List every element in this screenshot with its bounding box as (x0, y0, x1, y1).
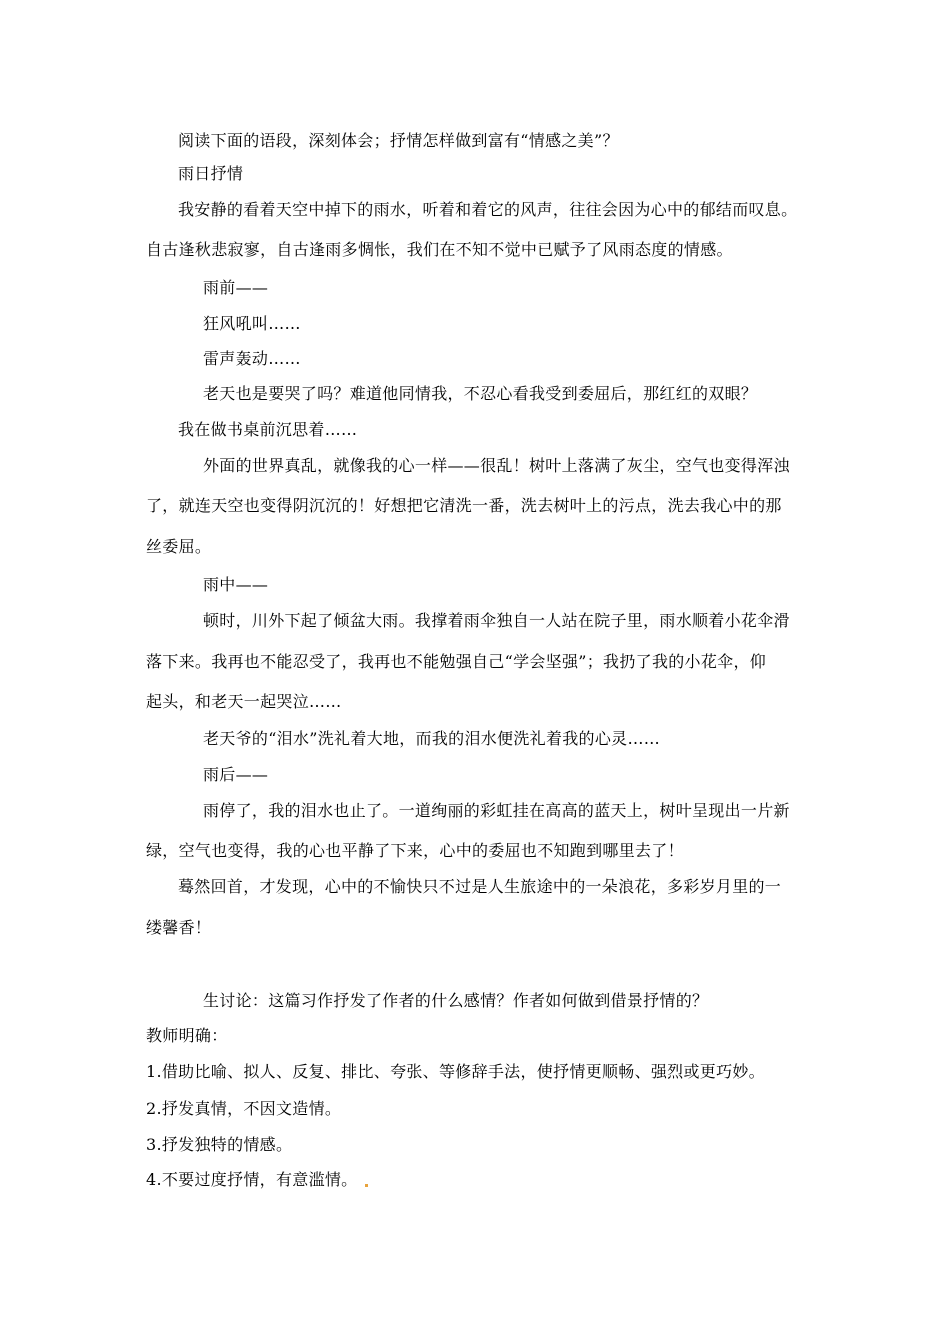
during-rain-line-2: 落下来。我再也不能忍受了，我再也不能勉强自己“学会坚强”；我扔了我的小花伞，仰 (146, 652, 767, 671)
discussion-question: 生讨论：这篇习作抒发了作者的什么感情？作者如何做到借景抒情的？ (203, 991, 709, 1010)
during-rain-heading: 雨中—— (203, 575, 269, 594)
teacher-point-2: 2.抒发真情，不因文造情。 (146, 1099, 342, 1118)
reading-prompt: 阅读下面的语段，深刻体会；抒情怎样做到富有“情感之美”？ (178, 131, 619, 150)
ending-line-1: 蓦然回首，才发现，心中的不愉快只不过是人生旅途中的一朵浪花，多彩岁月里的一 (178, 877, 782, 896)
teacher-heading: 教师明确： (146, 1026, 228, 1045)
during-rain-line-3: 起头，和老天一起哭泣…… (146, 692, 342, 711)
before-rain-line-2: 雷声轰动…… (203, 349, 301, 368)
outside-line-2: 了，就连天空也变得阴沉沉的！好想把它清洗一番，洗去树叶上的污点，洗去我心中的那 (146, 496, 782, 515)
teacher-point-1: 1.借助比喻、拟人、反复、排比、夸张、等修辞手法，使抒情更顺畅、强烈或更巧妙。 (146, 1062, 765, 1081)
after-rain-line-2: 绿，空气也变得，我的心也平静了下来，心中的委屈也不知跑到哪里去了！ (146, 841, 684, 860)
teacher-point-4: 4.不要过度抒情，有意滥情。 (146, 1170, 358, 1189)
outside-line-3: 丝委屈。 (146, 537, 212, 556)
edit-mark-icon (365, 1184, 368, 1187)
intro-line-1: 我安静的看着天空中掉下的雨水，听着和着它的风声，往往会因为心中的郁结而叹息。 (178, 200, 798, 219)
before-rain-line-3: 老天也是要哭了吗？难道他同情我，不忍心看我受到委屈后，那红红的双眼？ (203, 384, 758, 403)
before-rain-heading: 雨前—— (203, 278, 269, 297)
before-rain-line-4: 我在做书桌前沉思着…… (178, 420, 358, 439)
essay-title: 雨日抒情 (178, 164, 244, 183)
ending-line-2: 缕馨香！ (146, 918, 212, 937)
after-rain-line-1: 雨停了，我的泪水也止了。一道绚丽的彩虹挂在高高的蓝天上，树叶呈现出一片新 (203, 801, 790, 820)
teacher-point-3: 3.抒发独特的情感。 (146, 1135, 293, 1154)
intro-line-2: 自古逢秋悲寂寥，自古逢雨多惆怅，我们在不知不觉中已赋予了风雨态度的情感。 (146, 240, 733, 259)
during-rain-line-1: 顿时，川外下起了倾盆大雨。我撑着雨伞独自一人站在院子里，雨水顺着小花伞滑 (203, 611, 790, 630)
during-rain-line-4: 老天爷的“泪水”洗礼着大地，而我的泪水便洗礼着我的心灵…… (203, 729, 661, 748)
outside-line-1: 外面的世界真乱，就像我的心一样——很乱！树叶上落满了灰尘，空气也变得浑浊 (203, 456, 790, 475)
after-rain-heading: 雨后—— (203, 765, 269, 784)
before-rain-line-1: 狂风吼叫…… (203, 314, 301, 333)
